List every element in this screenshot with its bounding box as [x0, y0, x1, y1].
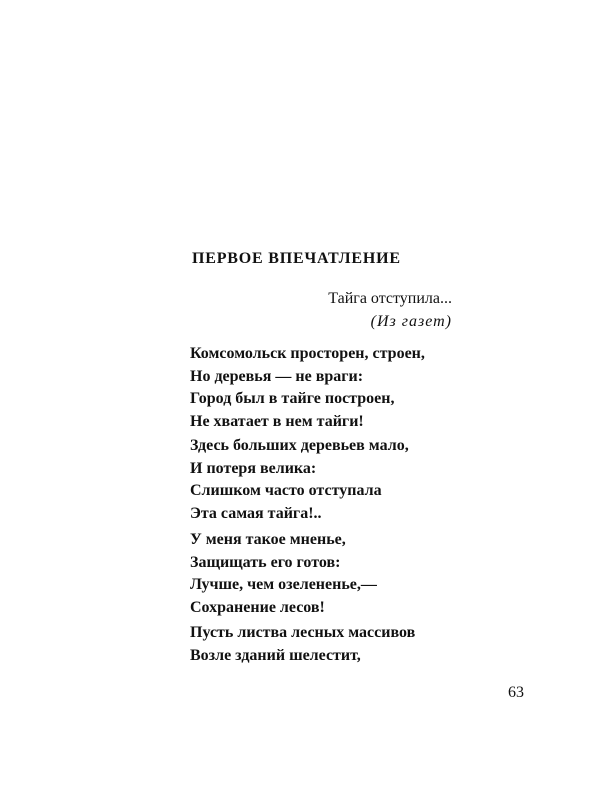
- verse-line: Комсомольск просторен, строен,: [190, 345, 425, 362]
- verse-line: Но деревья — не враги:: [190, 367, 364, 385]
- poem-title: ПЕРВОЕ ВПЕЧАТЛЕНИЕ: [192, 250, 401, 267]
- stanza: [190, 622, 415, 667]
- verse-line: Защищать его готов:: [190, 553, 341, 571]
- epigraph: [328, 287, 452, 333]
- verse-line: Не хватает в нем тайги!: [190, 412, 364, 430]
- stanza: [190, 529, 377, 619]
- page-number: 63: [508, 684, 524, 701]
- epigraph-text: Тайга отступила...: [328, 290, 452, 307]
- stanza: [190, 435, 409, 525]
- verse-line: У меня такое мненье,: [190, 531, 346, 548]
- verse-line: Слишком часто отступала: [190, 482, 382, 499]
- epigraph-source: (Из газет): [370, 313, 452, 330]
- verse-line: Сохранение лесов!: [190, 598, 325, 616]
- verse-line: Город был в тайге построен,: [190, 390, 395, 407]
- verse-line: Эта самая тайга!..: [190, 504, 322, 522]
- verse-line: Пусть листва лесных массивов: [190, 624, 416, 641]
- verse-line: Здесь больших деревьев мало,: [190, 437, 409, 454]
- verse-line: Возле зданий шелестит,: [190, 646, 361, 664]
- verse-line: И потеря велика:: [190, 459, 317, 477]
- verse-line: Лучше, чем озелененье,—: [190, 576, 377, 593]
- stanza: [190, 343, 425, 433]
